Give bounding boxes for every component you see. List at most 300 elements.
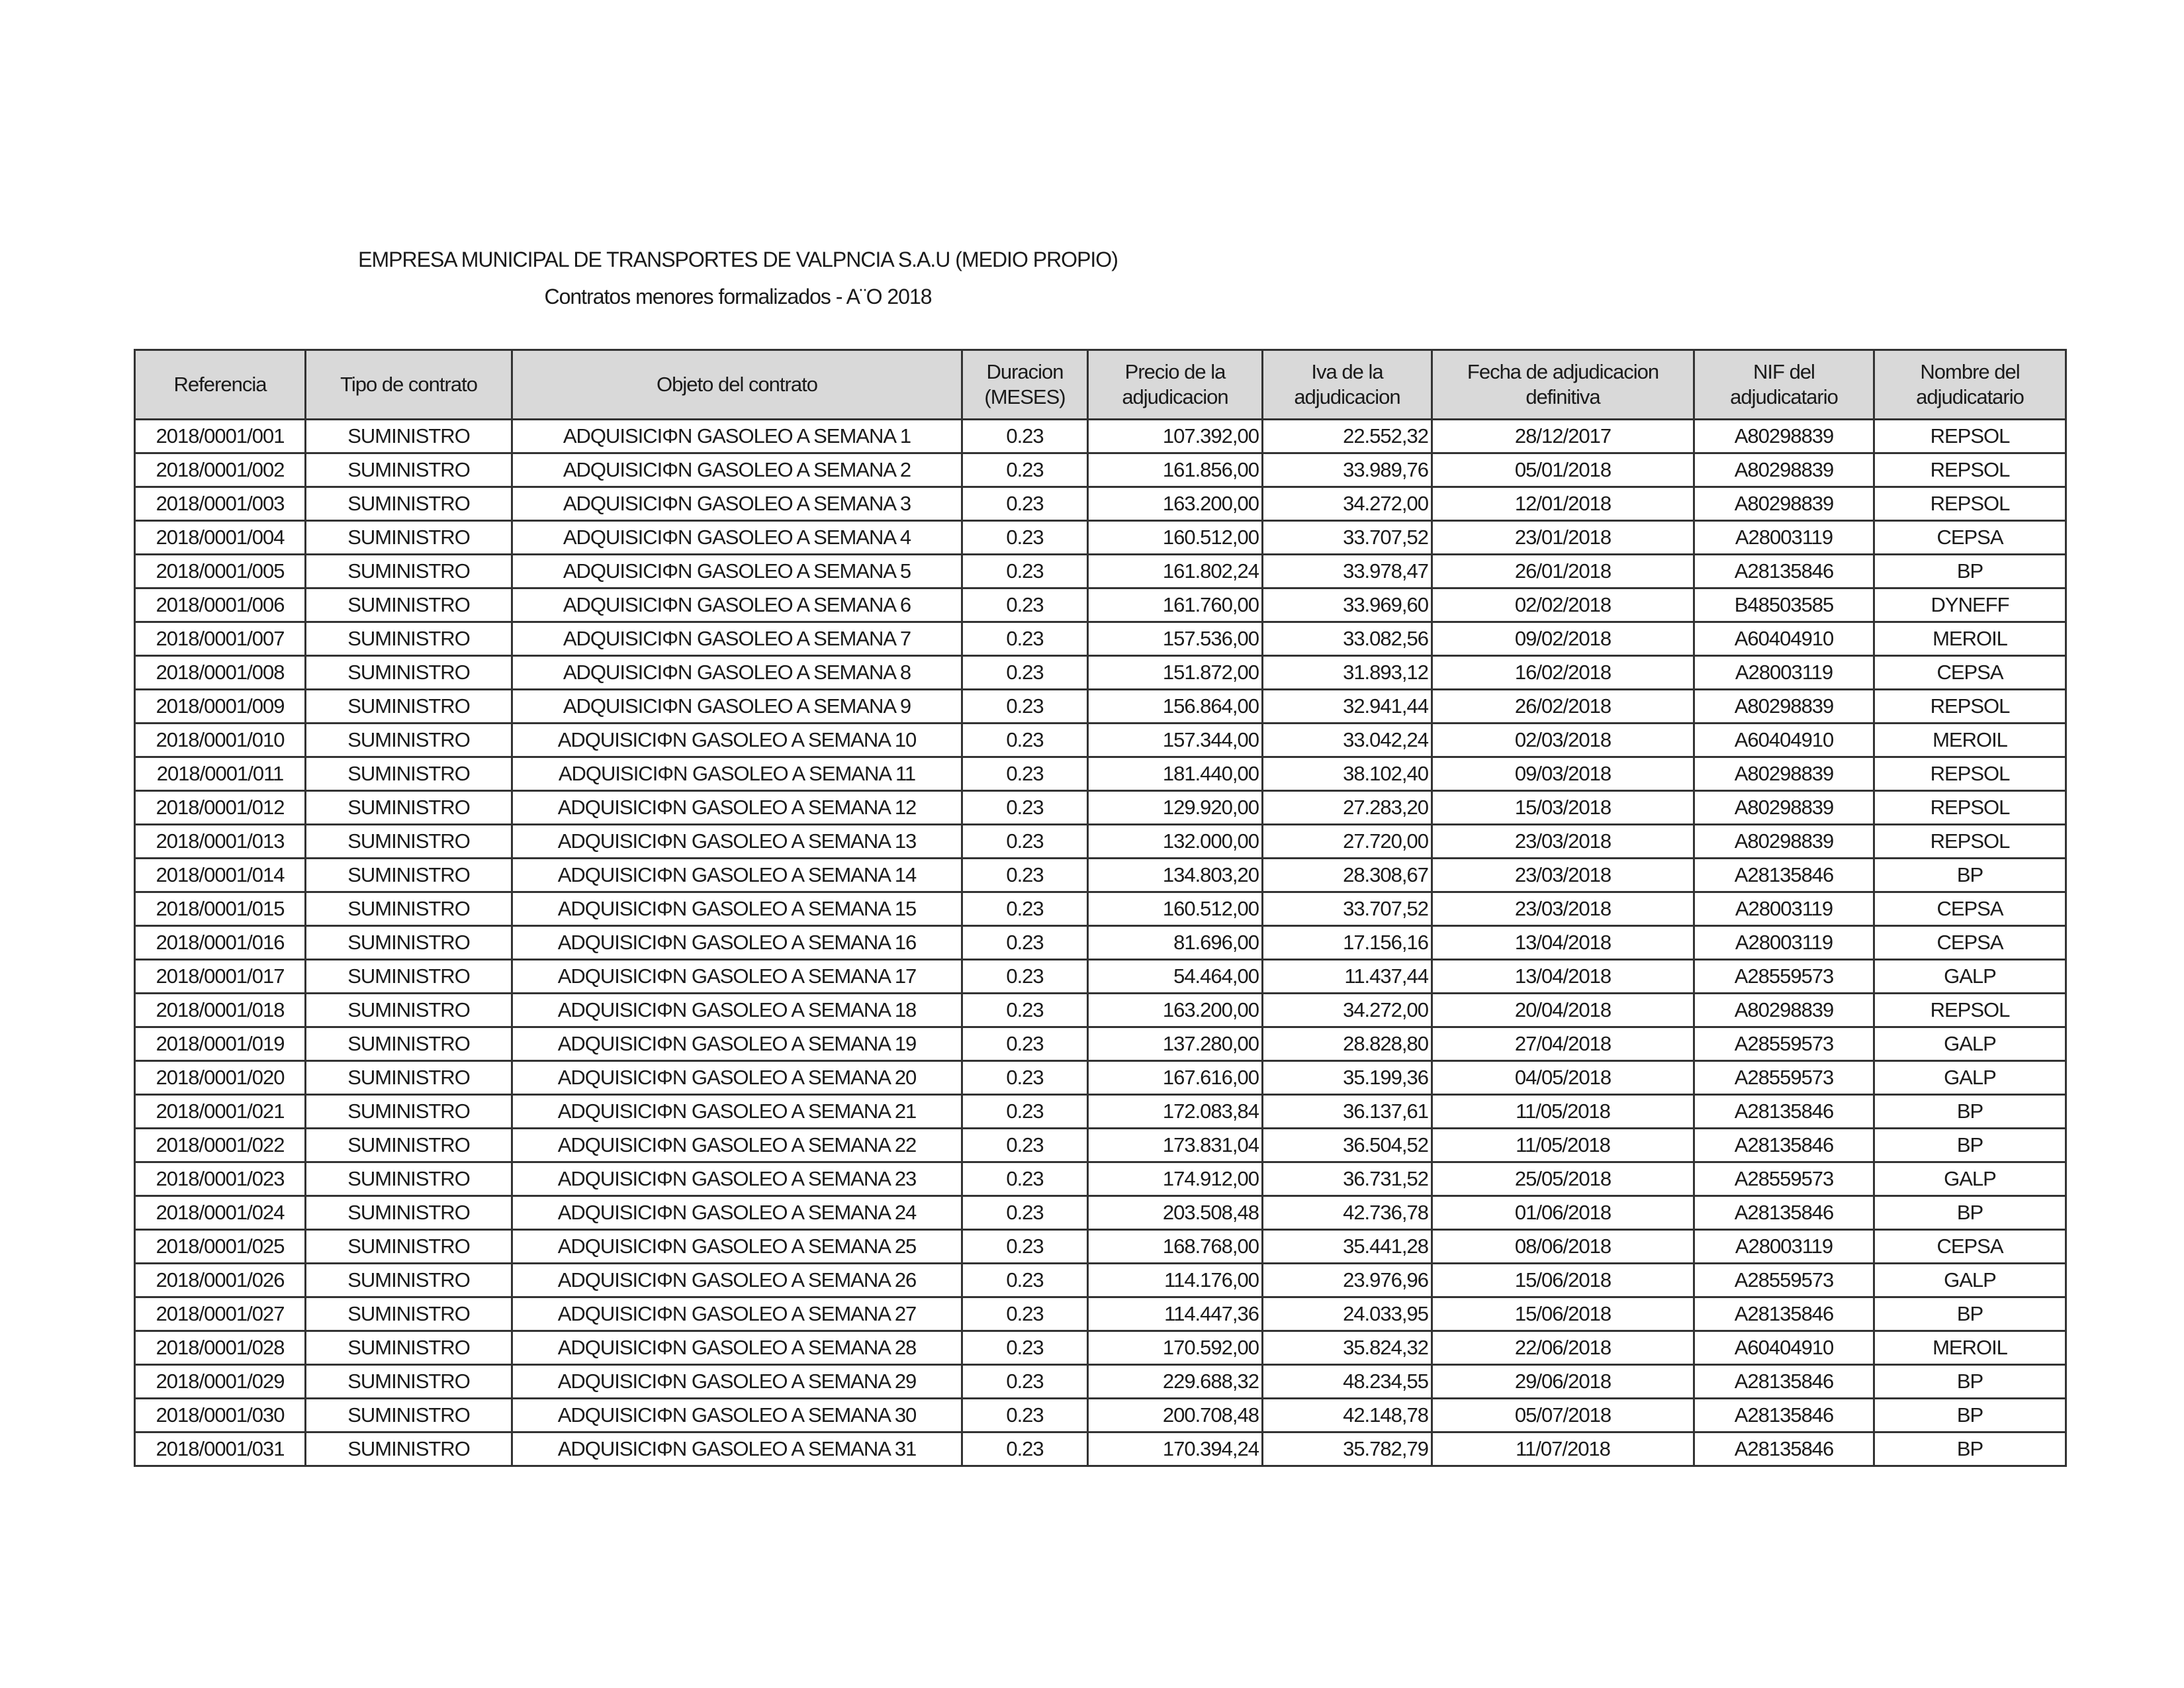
cell-duracion: 0.23 — [962, 453, 1088, 487]
cell-referencia: 2018/0001/024 — [135, 1196, 306, 1230]
cell-nif: A28003119 — [1694, 656, 1874, 690]
cell-iva: 27.283,20 — [1263, 791, 1432, 825]
cell-objeto-contrato: ADQUISICIΦN GASOLEO A SEMANA 4 — [512, 521, 962, 555]
table-row — [135, 622, 2066, 656]
cell-objeto-contrato: ADQUISICIΦN GASOLEO A SEMANA 18 — [512, 994, 962, 1027]
cell-nombre: BP — [1874, 1432, 2066, 1466]
cell-referencia: 2018/0001/002 — [135, 453, 306, 487]
cell-tipo-contrato: SUMINISTRO — [306, 1230, 512, 1264]
cell-referencia: 2018/0001/022 — [135, 1129, 306, 1162]
header-fecha: Fecha de adjudicacion definitiva — [1432, 350, 1694, 420]
cell-fecha: 09/03/2018 — [1432, 757, 1694, 791]
cell-referencia: 2018/0001/016 — [135, 926, 306, 960]
cell-nombre: REPSOL — [1874, 487, 2066, 521]
table-row — [135, 724, 2066, 757]
cell-precio: 170.394,24 — [1088, 1432, 1263, 1466]
cell-nif: A28135846 — [1694, 1399, 1874, 1432]
table-row — [135, 1399, 2066, 1432]
cell-nif: A28003119 — [1694, 892, 1874, 926]
cell-fecha: 13/04/2018 — [1432, 926, 1694, 960]
table-row — [135, 859, 2066, 892]
cell-objeto-contrato: ADQUISICIΦN GASOLEO A SEMANA 13 — [512, 825, 962, 859]
cell-nif: A28559573 — [1694, 1027, 1874, 1061]
cell-tipo-contrato: SUMINISTRO — [306, 1297, 512, 1331]
cell-nombre: GALP — [1874, 1264, 2066, 1297]
cell-tipo-contrato: SUMINISTRO — [306, 1331, 512, 1365]
header-iva: Iva de la adjudicacion — [1263, 350, 1432, 420]
table-row — [135, 960, 2066, 994]
cell-nif: A28135846 — [1694, 1196, 1874, 1230]
cell-referencia: 2018/0001/012 — [135, 791, 306, 825]
cell-nif: A60404910 — [1694, 1331, 1874, 1365]
header-objeto-contrato: Objeto del contrato — [512, 350, 962, 420]
cell-nif: A28003119 — [1694, 1230, 1874, 1264]
cell-nombre: CEPSA — [1874, 926, 2066, 960]
cell-objeto-contrato: ADQUISICIΦN GASOLEO A SEMANA 3 — [512, 487, 962, 521]
cell-tipo-contrato: SUMINISTRO — [306, 622, 512, 656]
cell-objeto-contrato: ADQUISICIΦN GASOLEO A SEMANA 23 — [512, 1162, 962, 1196]
cell-objeto-contrato: ADQUISICIΦN GASOLEO A SEMANA 2 — [512, 453, 962, 487]
cell-iva: 11.437,44 — [1263, 960, 1432, 994]
cell-duracion: 0.23 — [962, 994, 1088, 1027]
table-row — [135, 757, 2066, 791]
cell-referencia: 2018/0001/021 — [135, 1095, 306, 1129]
cell-nif: A28135846 — [1694, 1365, 1874, 1399]
cell-objeto-contrato: ADQUISICIΦN GASOLEO A SEMANA 6 — [512, 588, 962, 622]
table-row — [135, 555, 2066, 588]
cell-objeto-contrato: ADQUISICIΦN GASOLEO A SEMANA 28 — [512, 1331, 962, 1365]
cell-iva: 35.824,32 — [1263, 1331, 1432, 1365]
cell-duracion: 0.23 — [962, 656, 1088, 690]
cell-iva: 23.976,96 — [1263, 1264, 1432, 1297]
cell-nif: A60404910 — [1694, 724, 1874, 757]
cell-nif: A28135846 — [1694, 1129, 1874, 1162]
cell-iva: 36.504,52 — [1263, 1129, 1432, 1162]
cell-objeto-contrato: ADQUISICIΦN GASOLEO A SEMANA 21 — [512, 1095, 962, 1129]
cell-nif: A28135846 — [1694, 1095, 1874, 1129]
cell-iva: 33.989,76 — [1263, 453, 1432, 487]
cell-tipo-contrato: SUMINISTRO — [306, 453, 512, 487]
cell-referencia: 2018/0001/031 — [135, 1432, 306, 1466]
cell-referencia: 2018/0001/010 — [135, 724, 306, 757]
cell-precio: 157.344,00 — [1088, 724, 1263, 757]
cell-fecha: 15/06/2018 — [1432, 1264, 1694, 1297]
cell-precio: 229.688,32 — [1088, 1365, 1263, 1399]
cell-fecha: 04/05/2018 — [1432, 1061, 1694, 1095]
cell-referencia: 2018/0001/018 — [135, 994, 306, 1027]
cell-nombre: REPSOL — [1874, 994, 2066, 1027]
cell-objeto-contrato: ADQUISICIΦN GASOLEO A SEMANA 30 — [512, 1399, 962, 1432]
cell-tipo-contrato: SUMINISTRO — [306, 859, 512, 892]
cell-duracion: 0.23 — [962, 487, 1088, 521]
cell-duracion: 0.23 — [962, 1230, 1088, 1264]
cell-nif: A80298839 — [1694, 453, 1874, 487]
cell-precio: 163.200,00 — [1088, 994, 1263, 1027]
cell-duracion: 0.23 — [962, 588, 1088, 622]
cell-fecha: 05/07/2018 — [1432, 1399, 1694, 1432]
cell-tipo-contrato: SUMINISTRO — [306, 791, 512, 825]
cell-fecha: 13/04/2018 — [1432, 960, 1694, 994]
cell-fecha: 28/12/2017 — [1432, 420, 1694, 453]
cell-fecha: 09/02/2018 — [1432, 622, 1694, 656]
cell-duracion: 0.23 — [962, 521, 1088, 555]
cell-precio: 173.831,04 — [1088, 1129, 1263, 1162]
cell-precio: 170.592,00 — [1088, 1331, 1263, 1365]
cell-fecha: 23/03/2018 — [1432, 825, 1694, 859]
cell-nif: A28135846 — [1694, 859, 1874, 892]
header-duracion: Duracion (MESES) — [962, 350, 1088, 420]
cell-objeto-contrato: ADQUISICIΦN GASOLEO A SEMANA 20 — [512, 1061, 962, 1095]
cell-fecha: 16/02/2018 — [1432, 656, 1694, 690]
cell-nombre: GALP — [1874, 1061, 2066, 1095]
cell-fecha: 20/04/2018 — [1432, 994, 1694, 1027]
cell-duracion: 0.23 — [962, 724, 1088, 757]
cell-objeto-contrato: ADQUISICIΦN GASOLEO A SEMANA 8 — [512, 656, 962, 690]
cell-tipo-contrato: SUMINISTRO — [306, 994, 512, 1027]
cell-fecha: 02/03/2018 — [1432, 724, 1694, 757]
cell-objeto-contrato: ADQUISICIΦN GASOLEO A SEMANA 19 — [512, 1027, 962, 1061]
cell-fecha: 11/05/2018 — [1432, 1129, 1694, 1162]
cell-fecha: 29/06/2018 — [1432, 1365, 1694, 1399]
cell-tipo-contrato: SUMINISTRO — [306, 960, 512, 994]
cell-objeto-contrato: ADQUISICIΦN GASOLEO A SEMANA 10 — [512, 724, 962, 757]
cell-referencia: 2018/0001/025 — [135, 1230, 306, 1264]
cell-referencia: 2018/0001/013 — [135, 825, 306, 859]
cell-objeto-contrato: ADQUISICIΦN GASOLEO A SEMANA 16 — [512, 926, 962, 960]
cell-iva: 35.441,28 — [1263, 1230, 1432, 1264]
table-row — [135, 1095, 2066, 1129]
cell-fecha: 23/03/2018 — [1432, 892, 1694, 926]
cell-iva: 17.156,16 — [1263, 926, 1432, 960]
cell-precio: 174.912,00 — [1088, 1162, 1263, 1196]
cell-nombre: BP — [1874, 1129, 2066, 1162]
cell-nombre: DYNEFF — [1874, 588, 2066, 622]
cell-referencia: 2018/0001/003 — [135, 487, 306, 521]
cell-precio: 160.512,00 — [1088, 892, 1263, 926]
cell-tipo-contrato: SUMINISTRO — [306, 1432, 512, 1466]
cell-nombre: GALP — [1874, 960, 2066, 994]
cell-nombre: REPSOL — [1874, 791, 2066, 825]
cell-iva: 32.941,44 — [1263, 690, 1432, 724]
cell-referencia: 2018/0001/019 — [135, 1027, 306, 1061]
header-tipo-contrato: Tipo de contrato — [306, 350, 512, 420]
cell-objeto-contrato: ADQUISICIΦN GASOLEO A SEMANA 29 — [512, 1365, 962, 1399]
cell-precio: 163.200,00 — [1088, 487, 1263, 521]
table-row — [135, 791, 2066, 825]
cell-iva: 34.272,00 — [1263, 487, 1432, 521]
cell-duracion: 0.23 — [962, 791, 1088, 825]
cell-referencia: 2018/0001/020 — [135, 1061, 306, 1095]
cell-nombre: CEPSA — [1874, 1230, 2066, 1264]
cell-iva: 42.148,78 — [1263, 1399, 1432, 1432]
cell-nombre: REPSOL — [1874, 420, 2066, 453]
cell-referencia: 2018/0001/023 — [135, 1162, 306, 1196]
cell-precio: 161.856,00 — [1088, 453, 1263, 487]
cell-tipo-contrato: SUMINISTRO — [306, 1027, 512, 1061]
cell-duracion: 0.23 — [962, 1264, 1088, 1297]
table-row — [135, 1331, 2066, 1365]
cell-duracion: 0.23 — [962, 892, 1088, 926]
cell-precio: 81.696,00 — [1088, 926, 1263, 960]
cell-nif: A28559573 — [1694, 1061, 1874, 1095]
cell-precio: 129.920,00 — [1088, 791, 1263, 825]
cell-tipo-contrato: SUMINISTRO — [306, 1196, 512, 1230]
cell-referencia: 2018/0001/011 — [135, 757, 306, 791]
cell-nif: A80298839 — [1694, 994, 1874, 1027]
cell-duracion: 0.23 — [962, 1331, 1088, 1365]
cell-iva: 42.736,78 — [1263, 1196, 1432, 1230]
cell-nif: A28559573 — [1694, 1264, 1874, 1297]
cell-iva: 36.731,52 — [1263, 1162, 1432, 1196]
cell-fecha: 05/01/2018 — [1432, 453, 1694, 487]
cell-precio: 157.536,00 — [1088, 622, 1263, 656]
cell-nif: A80298839 — [1694, 757, 1874, 791]
cell-duracion: 0.23 — [962, 960, 1088, 994]
cell-nif: A28003119 — [1694, 521, 1874, 555]
cell-duracion: 0.23 — [962, 1095, 1088, 1129]
cell-iva: 35.199,36 — [1263, 1061, 1432, 1095]
cell-iva: 28.308,67 — [1263, 859, 1432, 892]
cell-iva: 35.782,79 — [1263, 1432, 1432, 1466]
table-row — [135, 892, 2066, 926]
cell-nombre: MEROIL — [1874, 622, 2066, 656]
cell-precio: 107.392,00 — [1088, 420, 1263, 453]
cell-objeto-contrato: ADQUISICIΦN GASOLEO A SEMANA 24 — [512, 1196, 962, 1230]
cell-tipo-contrato: SUMINISTRO — [306, 757, 512, 791]
cell-tipo-contrato: SUMINISTRO — [306, 487, 512, 521]
cell-duracion: 0.23 — [962, 555, 1088, 588]
cell-tipo-contrato: SUMINISTRO — [306, 1399, 512, 1432]
cell-iva: 31.893,12 — [1263, 656, 1432, 690]
cell-tipo-contrato: SUMINISTRO — [306, 892, 512, 926]
cell-nombre: BP — [1874, 859, 2066, 892]
cell-fecha: 23/03/2018 — [1432, 859, 1694, 892]
cell-referencia: 2018/0001/001 — [135, 420, 306, 453]
cell-precio: 114.447,36 — [1088, 1297, 1263, 1331]
cell-nombre: REPSOL — [1874, 825, 2066, 859]
table-row — [135, 1297, 2066, 1331]
cell-fecha: 01/06/2018 — [1432, 1196, 1694, 1230]
cell-objeto-contrato: ADQUISICIΦN GASOLEO A SEMANA 17 — [512, 960, 962, 994]
cell-iva: 33.978,47 — [1263, 555, 1432, 588]
cell-tipo-contrato: SUMINISTRO — [306, 1095, 512, 1129]
cell-nombre: CEPSA — [1874, 521, 2066, 555]
table-body — [135, 420, 2066, 1466]
cell-tipo-contrato: SUMINISTRO — [306, 420, 512, 453]
table-row — [135, 926, 2066, 960]
cell-nif: A80298839 — [1694, 420, 1874, 453]
table-row — [135, 420, 2066, 453]
cell-nombre: MEROIL — [1874, 1331, 2066, 1365]
cell-iva: 36.137,61 — [1263, 1095, 1432, 1129]
cell-precio: 203.508,48 — [1088, 1196, 1263, 1230]
cell-duracion: 0.23 — [962, 1162, 1088, 1196]
document-subtitle: Contratos menores formalizados - A¨O 2018 — [544, 285, 932, 308]
cell-objeto-contrato: ADQUISICIΦN GASOLEO A SEMANA 14 — [512, 859, 962, 892]
cell-precio: 161.802,24 — [1088, 555, 1263, 588]
table-row — [135, 1264, 2066, 1297]
cell-nombre: GALP — [1874, 1027, 2066, 1061]
header-nif: NIF del adjudicatario — [1694, 350, 1874, 420]
cell-fecha: 02/02/2018 — [1432, 588, 1694, 622]
header-referencia: Referencia — [135, 350, 306, 420]
cell-duracion: 0.23 — [962, 859, 1088, 892]
cell-referencia: 2018/0001/030 — [135, 1399, 306, 1432]
table-row — [135, 1162, 2066, 1196]
cell-referencia: 2018/0001/029 — [135, 1365, 306, 1399]
cell-nombre: MEROIL — [1874, 724, 2066, 757]
cell-fecha: 27/04/2018 — [1432, 1027, 1694, 1061]
cell-nombre: CEPSA — [1874, 892, 2066, 926]
cell-precio: 137.280,00 — [1088, 1027, 1263, 1061]
cell-objeto-contrato: ADQUISICIΦN GASOLEO A SEMANA 9 — [512, 690, 962, 724]
cell-nif: A80298839 — [1694, 825, 1874, 859]
cell-nombre: BP — [1874, 1365, 2066, 1399]
table-row — [135, 825, 2066, 859]
cell-objeto-contrato: ADQUISICIΦN GASOLEO A SEMANA 26 — [512, 1264, 962, 1297]
cell-nombre: GALP — [1874, 1162, 2066, 1196]
cell-duracion: 0.23 — [962, 825, 1088, 859]
cell-fecha: 26/01/2018 — [1432, 555, 1694, 588]
cell-duracion: 0.23 — [962, 420, 1088, 453]
cell-referencia: 2018/0001/004 — [135, 521, 306, 555]
cell-objeto-contrato: ADQUISICIΦN GASOLEO A SEMANA 12 — [512, 791, 962, 825]
table-row — [135, 656, 2066, 690]
cell-tipo-contrato: SUMINISTRO — [306, 724, 512, 757]
cell-tipo-contrato: SUMINISTRO — [306, 555, 512, 588]
cell-nombre: BP — [1874, 1399, 2066, 1432]
cell-iva: 33.707,52 — [1263, 521, 1432, 555]
contracts-table — [134, 349, 2067, 1467]
cell-fecha: 15/03/2018 — [1432, 791, 1694, 825]
cell-nif: B48503585 — [1694, 588, 1874, 622]
cell-precio: 114.176,00 — [1088, 1264, 1263, 1297]
cell-referencia: 2018/0001/007 — [135, 622, 306, 656]
cell-precio: 168.768,00 — [1088, 1230, 1263, 1264]
cell-nombre: REPSOL — [1874, 757, 2066, 791]
cell-iva: 38.102,40 — [1263, 757, 1432, 791]
cell-precio: 132.000,00 — [1088, 825, 1263, 859]
cell-nif: A28003119 — [1694, 926, 1874, 960]
cell-precio: 151.872,00 — [1088, 656, 1263, 690]
cell-referencia: 2018/0001/026 — [135, 1264, 306, 1297]
cell-duracion: 0.23 — [962, 1129, 1088, 1162]
cell-precio: 54.464,00 — [1088, 960, 1263, 994]
cell-nif: A28135846 — [1694, 1432, 1874, 1466]
cell-tipo-contrato: SUMINISTRO — [306, 656, 512, 690]
cell-referencia: 2018/0001/009 — [135, 690, 306, 724]
cell-tipo-contrato: SUMINISTRO — [306, 1365, 512, 1399]
cell-precio: 161.760,00 — [1088, 588, 1263, 622]
table-row — [135, 994, 2066, 1027]
table-row — [135, 1432, 2066, 1466]
cell-duracion: 0.23 — [962, 1061, 1088, 1095]
cell-iva: 33.082,56 — [1263, 622, 1432, 656]
cell-duracion: 0.23 — [962, 1365, 1088, 1399]
table-row — [135, 1196, 2066, 1230]
cell-duracion: 0.23 — [962, 1196, 1088, 1230]
cell-referencia: 2018/0001/006 — [135, 588, 306, 622]
cell-nombre: REPSOL — [1874, 453, 2066, 487]
cell-fecha: 23/01/2018 — [1432, 521, 1694, 555]
cell-nombre: BP — [1874, 555, 2066, 588]
table-row — [135, 1061, 2066, 1095]
cell-precio: 200.708,48 — [1088, 1399, 1263, 1432]
cell-tipo-contrato: SUMINISTRO — [306, 1061, 512, 1095]
cell-iva: 33.042,24 — [1263, 724, 1432, 757]
cell-referencia: 2018/0001/027 — [135, 1297, 306, 1331]
cell-duracion: 0.23 — [962, 1399, 1088, 1432]
cell-nombre: BP — [1874, 1095, 2066, 1129]
cell-fecha: 25/05/2018 — [1432, 1162, 1694, 1196]
cell-iva: 33.707,52 — [1263, 892, 1432, 926]
cell-referencia: 2018/0001/008 — [135, 656, 306, 690]
cell-fecha: 12/01/2018 — [1432, 487, 1694, 521]
cell-tipo-contrato: SUMINISTRO — [306, 690, 512, 724]
table-row — [135, 1027, 2066, 1061]
cell-duracion: 0.23 — [962, 1432, 1088, 1466]
cell-nif: A28559573 — [1694, 960, 1874, 994]
cell-duracion: 0.23 — [962, 1297, 1088, 1331]
cell-fecha: 26/02/2018 — [1432, 690, 1694, 724]
cell-iva: 33.969,60 — [1263, 588, 1432, 622]
document-title: EMPRESA MUNICIPAL DE TRANSPORTES DE VALPNCIA S.A.U (MEDIO PROPIO) — [358, 248, 1118, 271]
table-row — [135, 487, 2066, 521]
cell-objeto-contrato: ADQUISICIΦN GASOLEO A SEMANA 1 — [512, 420, 962, 453]
table-row — [135, 521, 2066, 555]
cell-objeto-contrato: ADQUISICIΦN GASOLEO A SEMANA 27 — [512, 1297, 962, 1331]
cell-referencia: 2018/0001/005 — [135, 555, 306, 588]
cell-iva: 22.552,32 — [1263, 420, 1432, 453]
cell-duracion: 0.23 — [962, 757, 1088, 791]
cell-objeto-contrato: ADQUISICIΦN GASOLEO A SEMANA 31 — [512, 1432, 962, 1466]
cell-precio: 156.864,00 — [1088, 690, 1263, 724]
table-row — [135, 588, 2066, 622]
cell-nif: A28135846 — [1694, 555, 1874, 588]
cell-fecha: 08/06/2018 — [1432, 1230, 1694, 1264]
cell-referencia: 2018/0001/028 — [135, 1331, 306, 1365]
cell-iva: 28.828,80 — [1263, 1027, 1432, 1061]
cell-objeto-contrato: ADQUISICIΦN GASOLEO A SEMANA 25 — [512, 1230, 962, 1264]
cell-tipo-contrato: SUMINISTRO — [306, 521, 512, 555]
cell-iva: 24.033,95 — [1263, 1297, 1432, 1331]
cell-fecha: 22/06/2018 — [1432, 1331, 1694, 1365]
cell-referencia: 2018/0001/015 — [135, 892, 306, 926]
cell-nombre: BP — [1874, 1297, 2066, 1331]
cell-precio: 134.803,20 — [1088, 859, 1263, 892]
cell-tipo-contrato: SUMINISTRO — [306, 588, 512, 622]
cell-iva: 27.720,00 — [1263, 825, 1432, 859]
cell-fecha: 11/07/2018 — [1432, 1432, 1694, 1466]
table-header-row — [135, 350, 2066, 420]
cell-objeto-contrato: ADQUISICIΦN GASOLEO A SEMANA 22 — [512, 1129, 962, 1162]
cell-tipo-contrato: SUMINISTRO — [306, 1129, 512, 1162]
cell-tipo-contrato: SUMINISTRO — [306, 1162, 512, 1196]
cell-nif: A80298839 — [1694, 791, 1874, 825]
table-row — [135, 1365, 2066, 1399]
cell-precio: 181.440,00 — [1088, 757, 1263, 791]
cell-nif: A80298839 — [1694, 487, 1874, 521]
table-row — [135, 453, 2066, 487]
header-precio: Precio de la adjudicacion — [1088, 350, 1263, 420]
cell-iva: 48.234,55 — [1263, 1365, 1432, 1399]
cell-objeto-contrato: ADQUISICIΦN GASOLEO A SEMANA 7 — [512, 622, 962, 656]
cell-nif: A28559573 — [1694, 1162, 1874, 1196]
cell-objeto-contrato: ADQUISICIΦN GASOLEO A SEMANA 11 — [512, 757, 962, 791]
cell-objeto-contrato: ADQUISICIΦN GASOLEO A SEMANA 15 — [512, 892, 962, 926]
cell-precio: 160.512,00 — [1088, 521, 1263, 555]
cell-fecha: 15/06/2018 — [1432, 1297, 1694, 1331]
